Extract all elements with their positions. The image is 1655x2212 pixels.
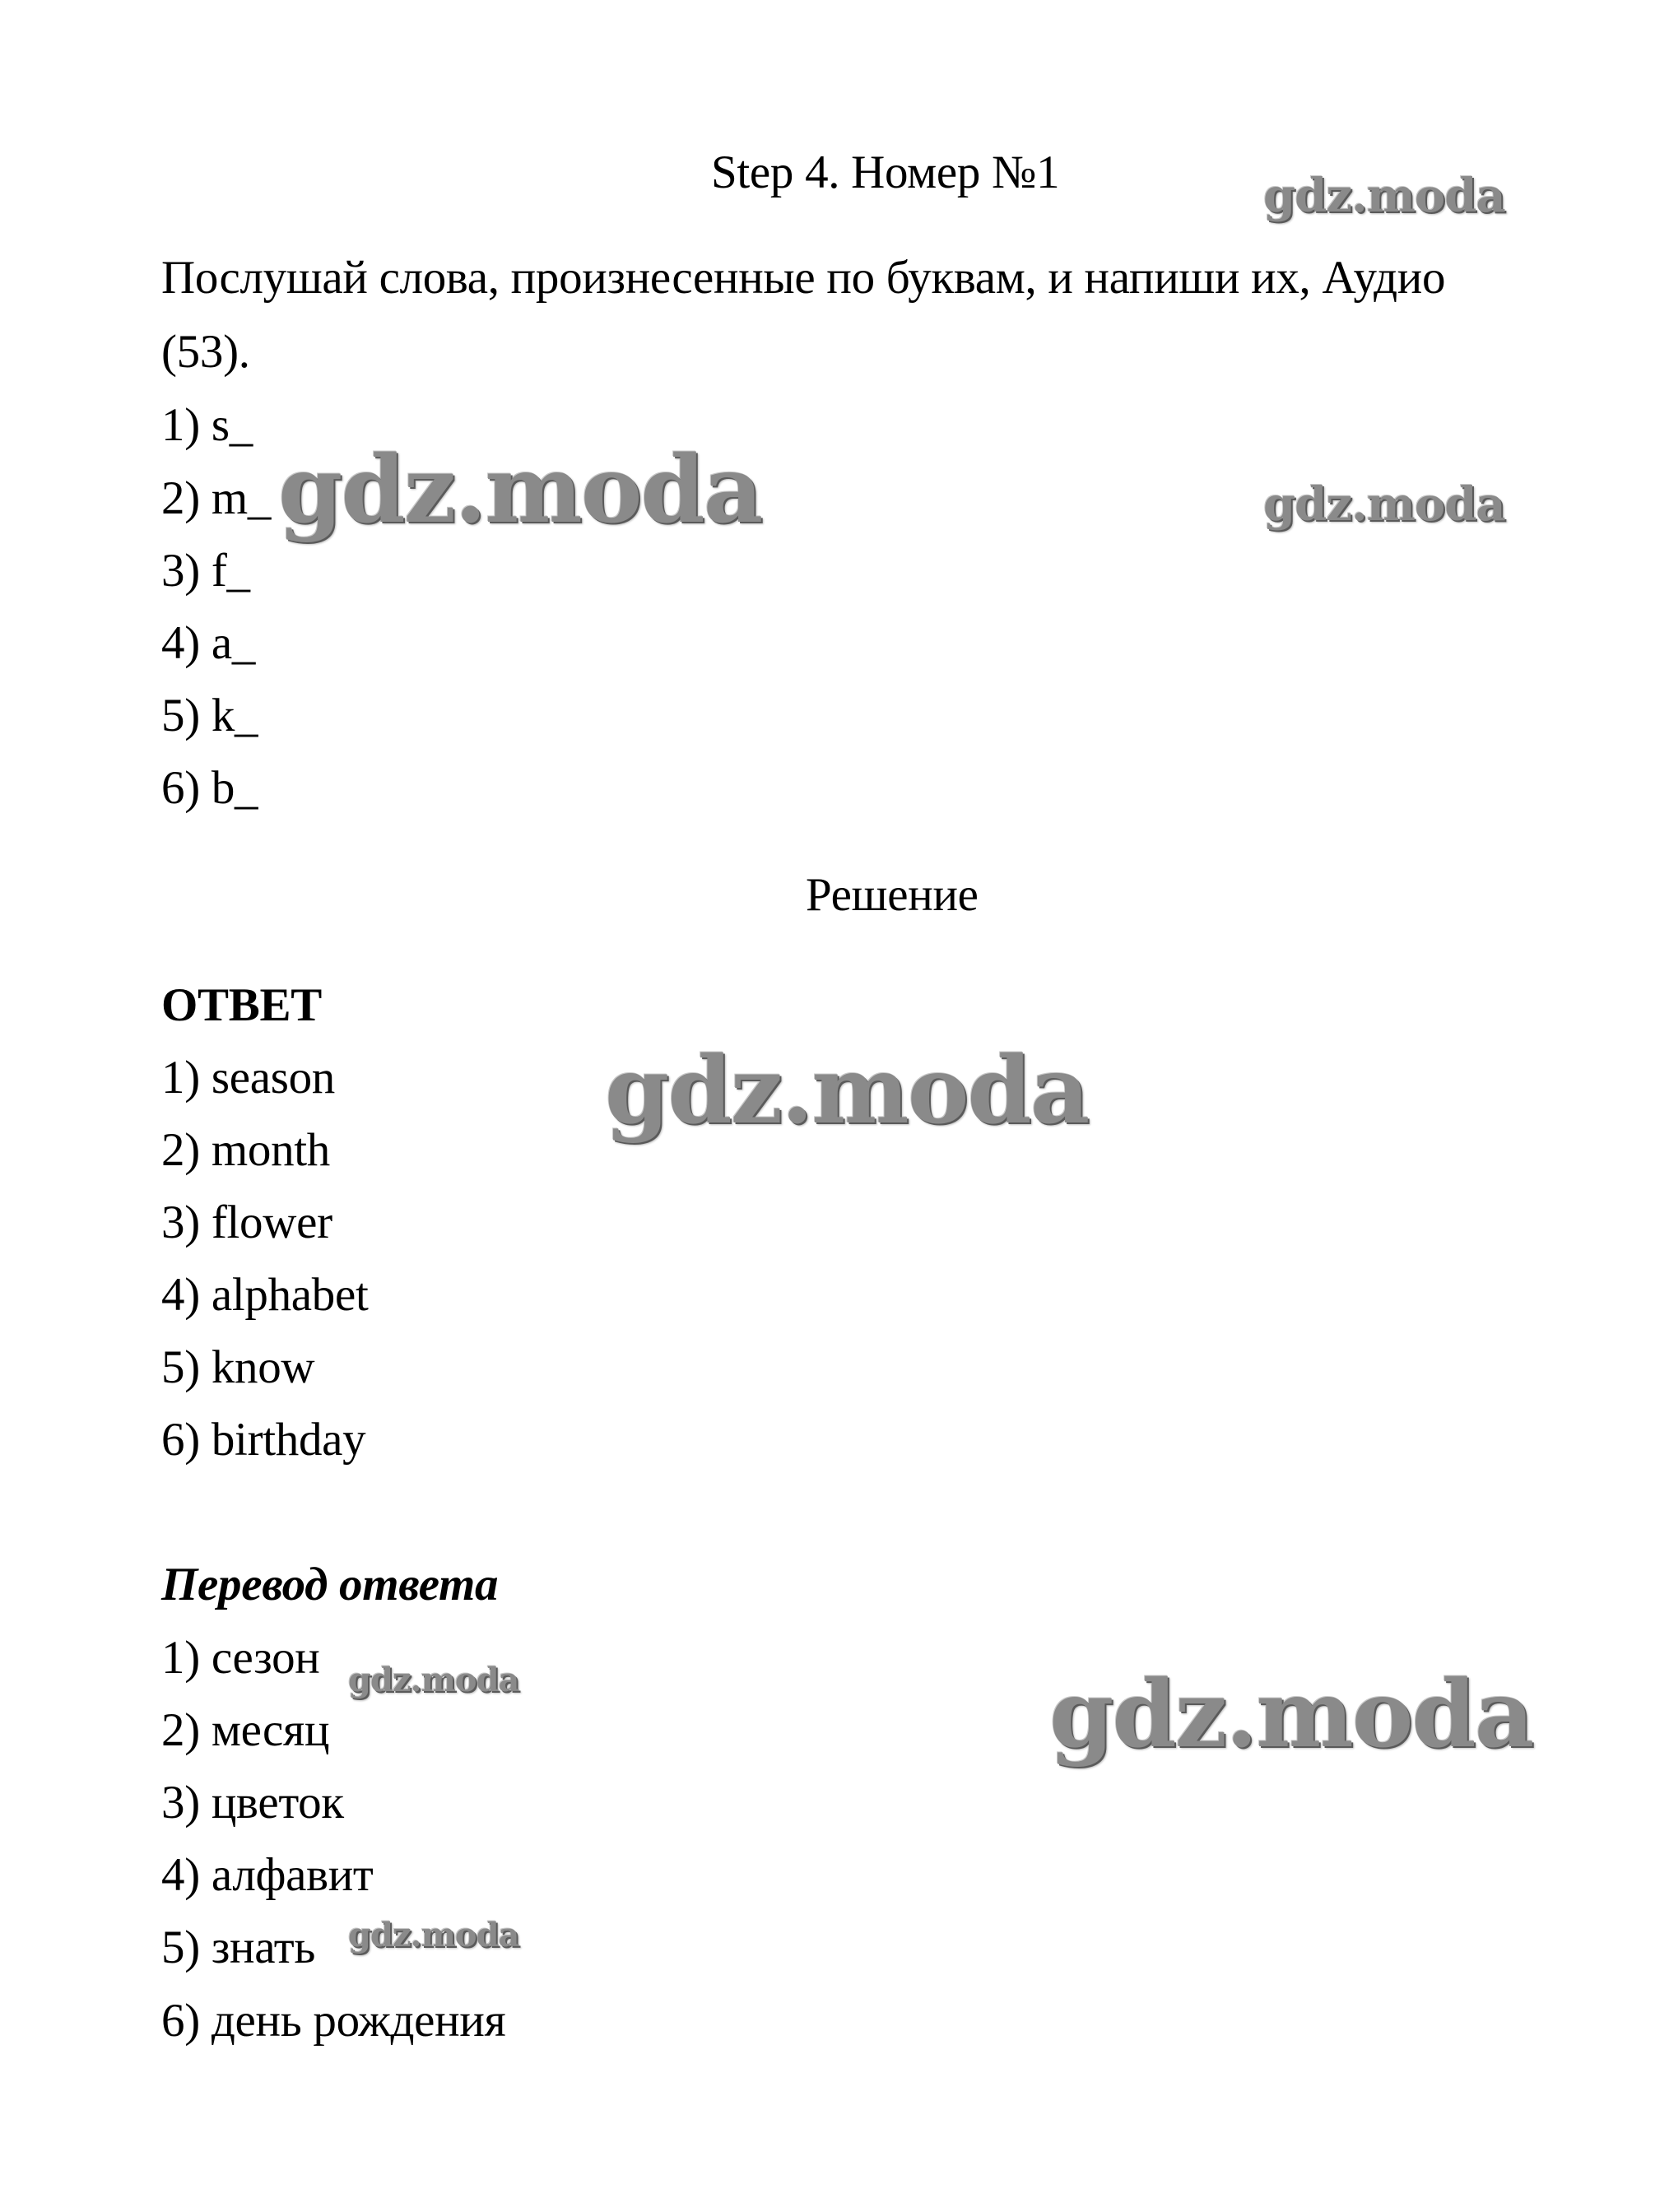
watermark-logo: gdz.moda xyxy=(1049,1661,1533,1768)
translation-item: 4) алфавит xyxy=(161,1849,374,1901)
watermark-logo: gdz.moda xyxy=(1263,477,1505,532)
instruction-line-2: (53). xyxy=(161,326,250,378)
task-item: 2) m_ xyxy=(161,472,272,524)
translation-item: 2) месяц xyxy=(161,1704,330,1756)
answer-item: 6) birthday xyxy=(161,1414,366,1466)
task-item: 3) f_ xyxy=(161,545,250,597)
watermark-logo: gdz.moda xyxy=(278,436,762,544)
answer-heading: ОТВЕТ xyxy=(161,979,322,1031)
answer-item: 1) season xyxy=(161,1052,335,1104)
answer-item: 5) know xyxy=(161,1341,315,1393)
task-item: 4) a_ xyxy=(161,617,256,669)
answer-item: 4) alphabet xyxy=(161,1269,369,1321)
translation-item: 3) цветок xyxy=(161,1777,344,1829)
task-item: 1) s_ xyxy=(161,399,253,451)
watermark-logo: gdz.moda xyxy=(605,1037,1089,1145)
task-item: 5) k_ xyxy=(161,690,258,741)
answer-item: 2) month xyxy=(161,1124,331,1176)
translation-item: 6) день рождения xyxy=(161,1995,506,2047)
solution-heading: Решение xyxy=(806,869,979,921)
translation-heading: Перевод ответа xyxy=(161,1559,499,1610)
translation-item: 5) знать xyxy=(161,1922,316,1973)
answer-item: 3) flower xyxy=(161,1197,332,1248)
watermark-logo: gdz.moda xyxy=(1263,169,1505,223)
watermark-logo: gdz.moda xyxy=(348,1916,519,1954)
instruction-line-1: Послушай слова, произнесенные по буквам, и напиши их, Аудио xyxy=(161,252,1446,304)
watermark-logo: gdz.moda xyxy=(348,1661,519,1699)
page-title: Step 4. Номер №1 xyxy=(711,146,1060,198)
task-item: 6) b_ xyxy=(161,762,258,814)
translation-item: 1) сезон xyxy=(161,1632,320,1684)
